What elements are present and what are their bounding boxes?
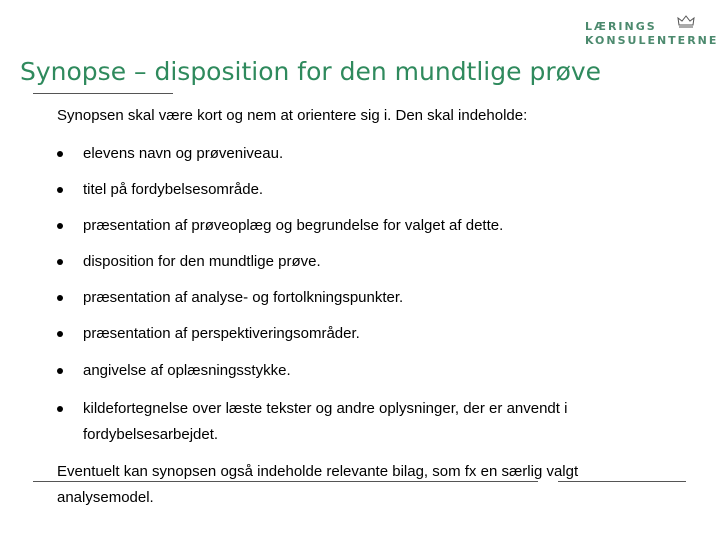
bullet-icon [57,223,63,229]
bullet-icon [57,368,63,374]
title-underline [33,93,173,94]
page-title: Synopse – disposition for den mundtlige prøve [20,57,602,86]
logo-line-2: KONSULENTERNE [585,34,719,47]
brand-logo [585,14,719,50]
outro-text: Eventuelt kan synopsen også indeholde relevante bilag, som fx en særlig valgt analysemodel. [57,463,579,506]
logo-line-1: LÆRINGS [585,20,657,33]
bullet-icon [57,187,63,193]
divider-line [33,481,538,482]
bullet-icon [57,406,63,412]
bullet-icon [57,259,63,265]
intro-text: Synopsen skal være kort og nem at orientere sig i. Den skal indeholde: [57,107,528,124]
divider-line [558,481,686,482]
bullet-icon [57,295,63,301]
bullet-icon [57,331,63,337]
bullet-icon [57,151,63,157]
crown-icon [677,14,695,28]
